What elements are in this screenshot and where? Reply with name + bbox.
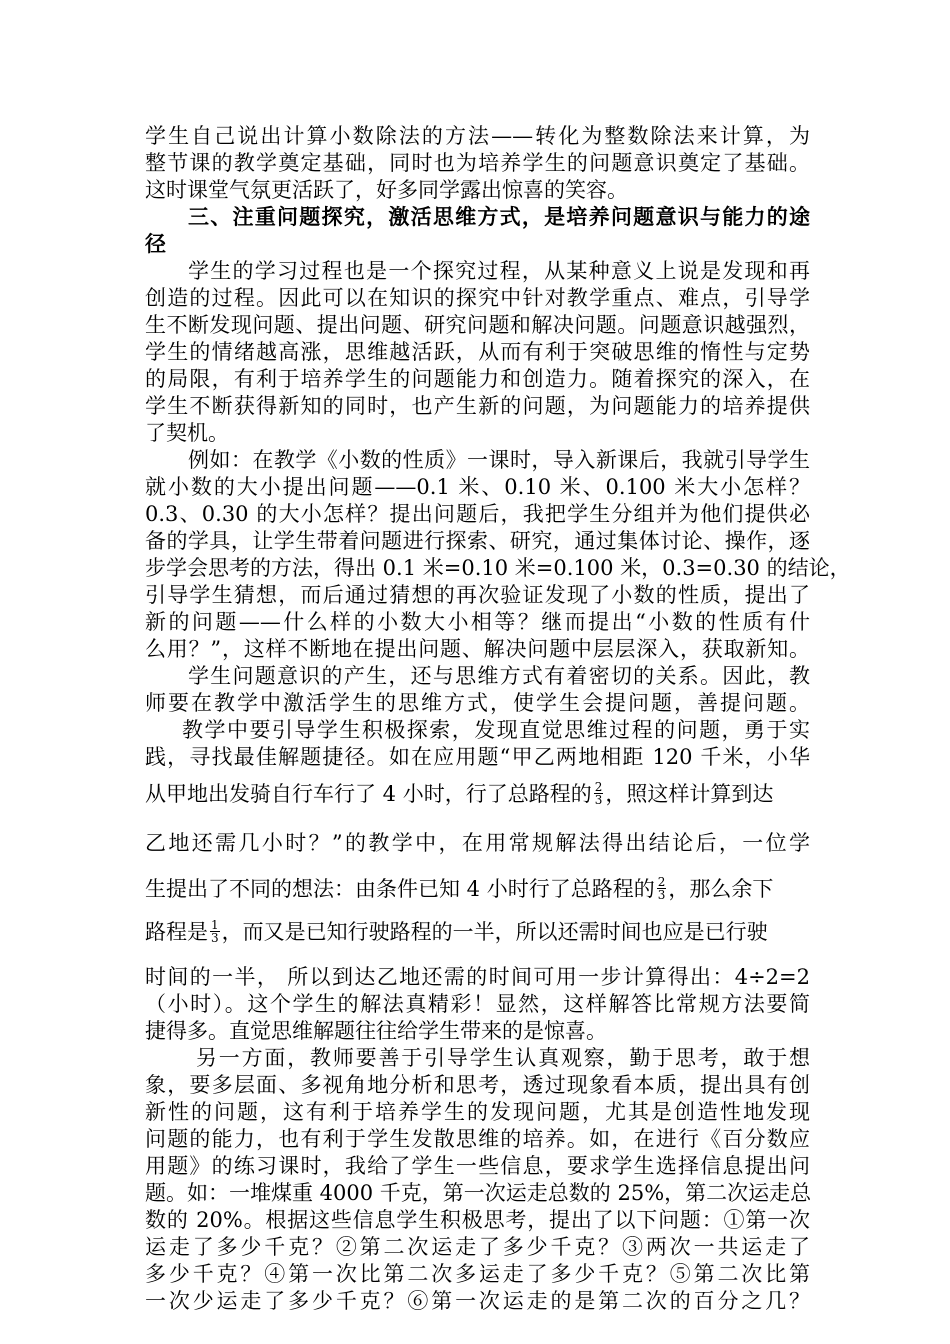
text-line: 多少千克？④第一次比第二次多运走了多少千克？⑤第二次比第 <box>145 1262 810 1286</box>
text-line: 象，要多层面、多视角地分析和思考，透过现象看本质，提出具有创 <box>145 1073 810 1097</box>
text-line: 用题》的练习课时，我给了学生一些信息，要求学生选择信息提出问 <box>145 1154 810 1178</box>
text-line: 学生的情绪越高涨，思维越活跃，从而有利于突破思维的惰性与定势 <box>145 340 810 364</box>
fraction-two-thirds <box>657 876 667 901</box>
text-line: 了契机。 <box>145 421 229 445</box>
text-line: 问题的能力，也有利于学生发散思维的培养。如，在进行《百分数应 <box>145 1127 810 1151</box>
text-line: 学生问题意识的产生，还与思维方式有着密切的关系。因此，教 <box>188 664 810 688</box>
text-segment: ，那么余下 <box>668 877 774 901</box>
fraction-numerator: 1 <box>211 918 219 932</box>
text-line: 创造的过程。因此可以在知识的探究中针对教学重点、难点，引导学 <box>145 286 810 310</box>
text-line: 学生的学习过程也是一个探究过程，从某种意义上说是发现和再 <box>188 259 810 283</box>
fraction-two-thirds <box>594 781 604 806</box>
text-line: 数的 20%。根据这些信息学生积极思考，提出了以下问题：①第一次 <box>145 1208 810 1232</box>
text-line: 么用？”，这样不断地在提出问题、解决问题中层层深入，获取新知。 <box>145 637 810 661</box>
fraction-numerator: 2 <box>657 875 666 889</box>
section-heading: 三、注重问题探究，激活思维方式，是培养问题意识与能力的途 <box>188 204 810 229</box>
text-line: 践，寻找最佳解题捷径。如在应用题“甲乙两地相距 120 千米，小华 <box>145 745 810 769</box>
fraction-denominator: 3 <box>594 793 603 807</box>
section-heading-cont: 径 <box>145 231 166 256</box>
fraction-one-third <box>210 919 220 944</box>
text-line: （小时）。这个学生的解法真精彩！显然，这样解答比常规方法要简 <box>145 992 810 1016</box>
text-segment: 从甲地出发骑自行车行了 4 小时，行了总路程的 <box>145 782 592 806</box>
text-line: 步学会思考的方法，得出 0.1 米=0.10 米=0.100 米，0.3=0.30 的结论， <box>145 556 851 580</box>
text-line: 学生不断获得新知的同时，也产生新的问题，为问题能力的培养提供 <box>145 394 810 418</box>
text-line: 整节课的教学奠定基础，同时也为培养学生的问题意识奠定了基础。 <box>145 151 810 175</box>
text-line: 引导学生猜想，而后通过猜想的再次验证发现了小数的性质，提出了 <box>145 583 810 607</box>
text-line: 新的问题——什么样的小数大小相等？继而提出“小数的性质有什 <box>145 610 810 634</box>
text-line-with-fraction <box>145 780 810 808</box>
text-line: 生不断发现问题、提出问题、研究问题和解决问题。问题意识越强烈， <box>145 313 810 337</box>
text-line: 的局限，有利于培养学生的问题能力和创造力。随着探究的深入，在 <box>145 367 810 391</box>
text-segment: ，照这样计算到达 <box>605 782 774 806</box>
text-line: 运走了多少千克？②第二次运走了多少千克？③两次一共运走了 <box>145 1235 810 1259</box>
text-line: 新性的问题，这有利于培养学生的发现问题，尤其是创造性地发现 <box>145 1100 810 1124</box>
text-line: 学生自己说出计算小数除法的方法——转化为整数除法来计算，为 <box>145 124 810 148</box>
text-line: 另一方面，教师要善于引导学生认真观察，勤于思考，敢于想 <box>196 1046 810 1070</box>
text-line: 一次少运走了多少千克？⑥第一次运走的是第二次的百分之几？ <box>145 1289 810 1313</box>
text-line: 乙地还需几小时？”的教学中，在用常规解法得出结论后，一位学 <box>145 831 810 855</box>
fraction-numerator: 2 <box>594 780 603 794</box>
text-segment: ，而又是已知行驶路程的一半，所以还需时间也应是已行驶 <box>221 920 768 944</box>
text-line-with-fraction <box>145 875 810 903</box>
text-line: 例如：在教学《小数的性质》一课时，导入新课后，我就引导学生 <box>188 448 810 472</box>
fraction-denominator: 3 <box>211 931 219 945</box>
text-segment: 生提出了不同的想法：由条件已知 4 小时行了总路程的 <box>145 877 655 901</box>
text-line: 就小数的大小提出问题——0.1 米、0.10 米、0.100 米大小怎样？ <box>145 475 810 499</box>
text-line: 这时课堂气氛更活跃了，好多同学露出惊喜的笑容。 <box>145 178 628 202</box>
text-line: 时间的一半， 所以到达乙地还需的时间可用一步计算得出：4÷2=2 <box>145 965 810 989</box>
text-line: 0.3、0.30 的大小怎样？提出问题后，我把学生分组并为他们提供必 <box>145 502 810 526</box>
text-line: 捷得多。直觉思维解题往往给学生带来的是惊喜。 <box>145 1019 607 1043</box>
text-line: 教学中要引导学生积极探索，发现直觉思维过程的问题，勇于实 <box>182 718 810 742</box>
text-segment: 路程是 <box>145 920 208 944</box>
text-line: 备的学具，让学生带着问题进行探索、研究，通过集体讨论、操作，逐 <box>145 529 810 553</box>
fraction-denominator: 3 <box>657 888 666 902</box>
text-line: 师要在教学中激活学生的思维方式，使学生会提问题，善提问题。 <box>145 691 810 715</box>
text-line-with-fraction <box>145 918 810 946</box>
text-line: 题。如：一堆煤重 4000 千克，第一次运走总数的 25%，第二次运走总 <box>145 1181 812 1205</box>
